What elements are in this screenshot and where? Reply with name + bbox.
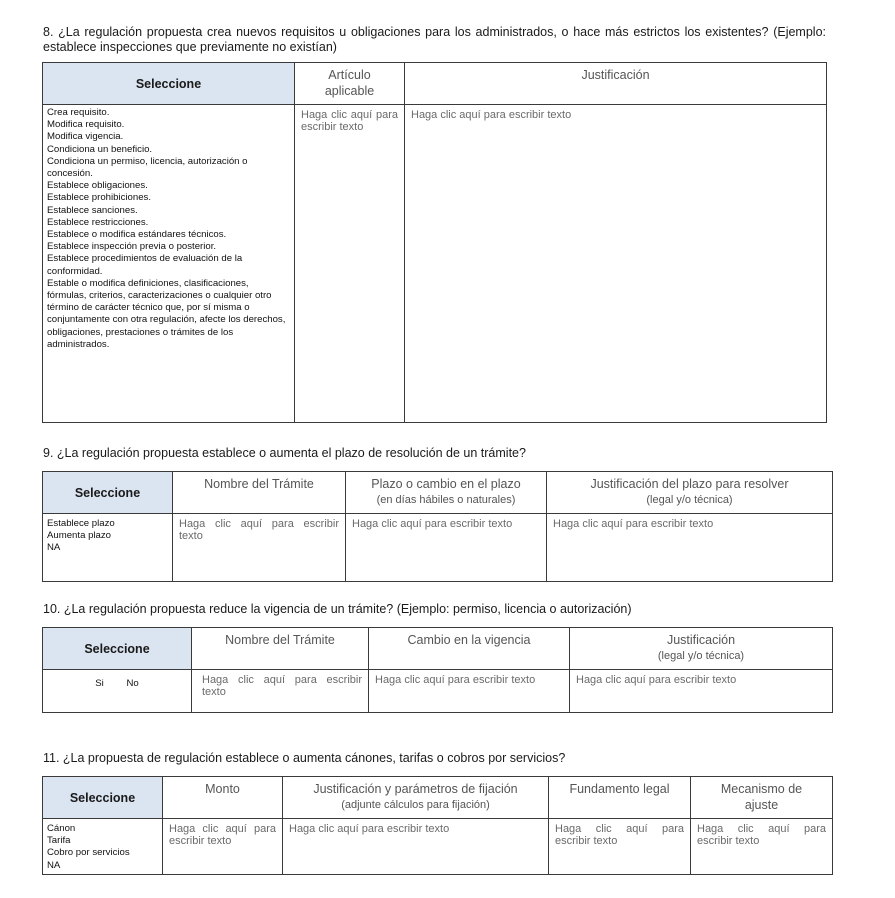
article-text-field[interactable]: Haga clic aquí para escribir texto	[295, 105, 405, 423]
question-9-table	[42, 471, 833, 582]
justification-header-subtitle: (legal y/o técnica)	[646, 494, 733, 506]
amount-field[interactable]: Haga clic aquí para escribir texto	[163, 819, 283, 875]
validity-change-field[interactable]: Haga clic aquí para escribir texto	[369, 670, 570, 713]
procedure-name-header: Nombre del Trámite	[192, 628, 369, 670]
question-10-table	[42, 627, 833, 713]
justification-field[interactable]: Haga clic aquí para escribir texto	[547, 514, 833, 582]
justification-header	[570, 628, 833, 670]
procedure-name-header: Nombre del Trámite	[173, 472, 346, 514]
procedure-name-field[interactable]: Haga clic aquí para escribir texto	[173, 514, 346, 582]
option-item[interactable]: Establece obligaciones.	[47, 180, 148, 192]
option-item[interactable]: Establece prohibiciones.	[47, 192, 151, 204]
option-item[interactable]: NA	[47, 542, 61, 554]
option-list	[43, 105, 295, 423]
option-item[interactable]: Estable o modifica definiciones, clasificaciones, fórmulas, criterios, caracterizaciones o cualquier otro término de carácter técnico que, por sí misma o conjuntamente con otra regulación, afecte los derechos, obligaciones, prestaciones o trámites de los administrados.	[47, 277, 286, 350]
question-8-table	[42, 62, 827, 423]
term-header-title: Plazo o cambio en el plazo	[371, 477, 521, 491]
article-header: Artículo aplicable	[295, 63, 405, 105]
option-item[interactable]: Establece plazo	[47, 518, 115, 529]
parameters-header-title: Justificación y parámetros de fijación	[313, 782, 518, 796]
option-item[interactable]: Establece o modifica estándares técnicos.	[47, 229, 227, 241]
select-header: Seleccione	[43, 472, 173, 514]
justification-header-title: Justificación	[666, 633, 736, 647]
justification-text-field[interactable]: Haga clic aquí para escribir texto	[405, 105, 827, 423]
parameters-field[interactable]: Haga clic aquí para escribir texto	[283, 819, 549, 875]
select-header: Seleccione	[43, 777, 163, 819]
option-item[interactable]: Modifica vigencia.	[47, 131, 124, 143]
option-list	[43, 819, 163, 875]
justification-field[interactable]: Haga clic aquí para escribir texto	[570, 670, 833, 713]
question-11-table	[42, 776, 833, 875]
amount-header: Monto	[163, 777, 283, 819]
justification-header-title: Justificación del plazo para resolver	[590, 477, 789, 491]
option-item[interactable]: NA	[47, 859, 61, 871]
procedure-name-field[interactable]: Haga clic aquí para escribir texto	[192, 670, 369, 713]
option-item[interactable]: Tarifa	[47, 835, 71, 847]
select-header: Seleccione	[43, 628, 192, 670]
option-item[interactable]: Cánon	[47, 823, 76, 834]
option-item[interactable]: Modifica requisito.	[47, 119, 125, 131]
question-8-title: 8. ¿La regulación propuesta crea nuevos requisitos u obligaciones para los administrados, o hace más estrictos los existentes? (Ejemplo: establece inspecciones que previamente no existían)	[43, 25, 826, 54]
option-item[interactable]: Establece sanciones.	[47, 204, 138, 216]
legal-basis-header: Fundamento legal	[549, 777, 691, 819]
justification-header	[547, 472, 833, 514]
question-11-title: 11. ¿La propuesta de regulación establece o aumenta cánones, tarifas o cobros por servicios?	[43, 751, 566, 765]
option-list	[43, 514, 173, 582]
option-item[interactable]: Aumenta plazo	[47, 530, 111, 542]
question-10-title: 10. ¿La regulación propuesta reduce la vigencia de un trámite? (Ejemplo: permiso, licencia o autorización)	[43, 602, 632, 616]
legal-basis-field[interactable]: Haga clic aquí para escribir texto	[549, 819, 691, 875]
question-9-title: 9. ¿La regulación propuesta establece o aumenta el plazo de resolución de un trámite?	[43, 446, 526, 460]
adjustment-mechanism-header: Mecanismo de ajuste	[691, 777, 833, 819]
parameters-header	[283, 777, 549, 819]
justification-header: Justificación	[405, 63, 827, 105]
option-yes[interactable]: Si	[95, 678, 104, 689]
parameters-header-subtitle: (adjunte cálculos para fijación)	[341, 799, 490, 811]
validity-change-header: Cambio en la vigencia	[369, 628, 570, 670]
term-header-subtitle: (en días hábiles o naturales)	[376, 494, 516, 506]
term-field[interactable]: Haga clic aquí para escribir texto	[346, 514, 547, 582]
select-header: Seleccione	[43, 63, 295, 105]
option-item[interactable]: Establece restricciones.	[47, 216, 149, 228]
option-item[interactable]: Cobro por servicios	[47, 847, 130, 859]
option-item[interactable]: Establece procedimientos de evaluación de la conformidad.	[47, 253, 243, 277]
option-item[interactable]: Establece inspección previa o posterior.	[47, 241, 217, 253]
term-header	[346, 472, 547, 514]
option-item[interactable]: Condiciona un beneficio.	[47, 143, 153, 155]
justification-header-subtitle: (legal y/o técnica)	[657, 650, 745, 662]
yes-no-options	[43, 670, 192, 713]
option-item[interactable]: Condiciona un permiso, licencia, autorización o concesión.	[47, 155, 248, 180]
option-item[interactable]: Crea requisito.	[47, 107, 110, 118]
option-no[interactable]: No	[126, 678, 139, 689]
adjustment-mechanism-field[interactable]: Haga clic aquí para escribir texto	[691, 819, 833, 875]
